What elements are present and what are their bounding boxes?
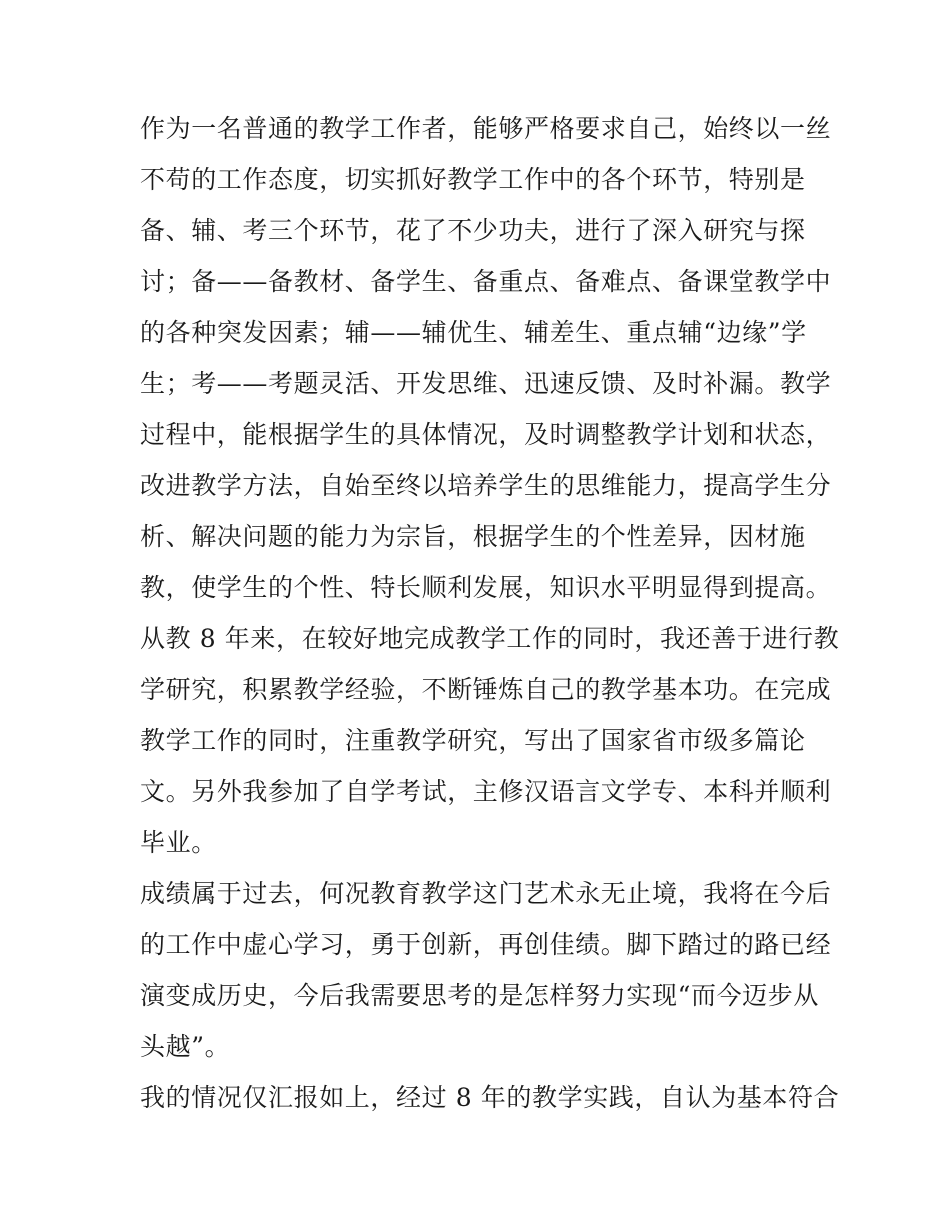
text-line: 学研究，积累教学经验，不断锤炼自己的教学基本功。在完成 [140, 675, 832, 704]
text-line: 作为一名普通的教学工作者，能够严格要求自己，始终以一丝 [140, 114, 832, 143]
text-line: 改进教学方法，自始至终以培养学生的思维能力，提高学生分 [140, 471, 832, 500]
text-line: 我的情况仅汇报如上，经过 8 年的教学实践，自认为基本符合 [140, 1083, 840, 1112]
text-line: 文。另外我参加了自学考试，主修汉语言文学专、本科并顺利 [140, 777, 832, 806]
text-line: 析、解决问题的能力为宗旨，根据学生的个性差异，因材施 [140, 522, 806, 551]
text-line: 教，使学生的个性、特长顺利发展，知识水平明显得到提高。 [140, 573, 832, 602]
text-line: 的各种突发因素；辅——辅优生、辅差生、重点辅“边缘”学 [140, 318, 807, 347]
text-line: 从教 8 年来，在较好地完成教学工作的同时，我还善于进行教 [140, 624, 840, 653]
text-line: 备、辅、考三个环节，花了不少功夫，进行了深入研究与探 [140, 216, 806, 245]
text-line: 讨；备——备教材、备学生、备重点、备难点、备课堂教学中 [140, 267, 832, 296]
text-line: 毕业。 [140, 828, 217, 857]
text-line: 生；考——考题灵活、开发思维、迅速反馈、及时补漏。教学 [140, 369, 832, 398]
text-line: 不苟的工作态度，切实抓好教学工作中的各个环节，特别是 [140, 165, 806, 194]
text-line: 成绩属于过去，何况教育教学这门艺术永无止境，我将在今后 [140, 879, 832, 908]
text-line: 头越”。 [140, 1032, 231, 1061]
text-line: 过程中，能根据学生的具体情况，及时调整教学计划和状态， [140, 420, 832, 449]
text-line: 的工作中虚心学习，勇于创新，再创佳绩。脚下踏过的路已经 [140, 930, 832, 959]
text-line: 教学工作的同时，注重教学研究，写出了国家省市级多篇论 [140, 726, 806, 755]
text-line: 演变成历史，今后我需要思考的是怎样努力实现“而今迈步从 [140, 981, 819, 1010]
